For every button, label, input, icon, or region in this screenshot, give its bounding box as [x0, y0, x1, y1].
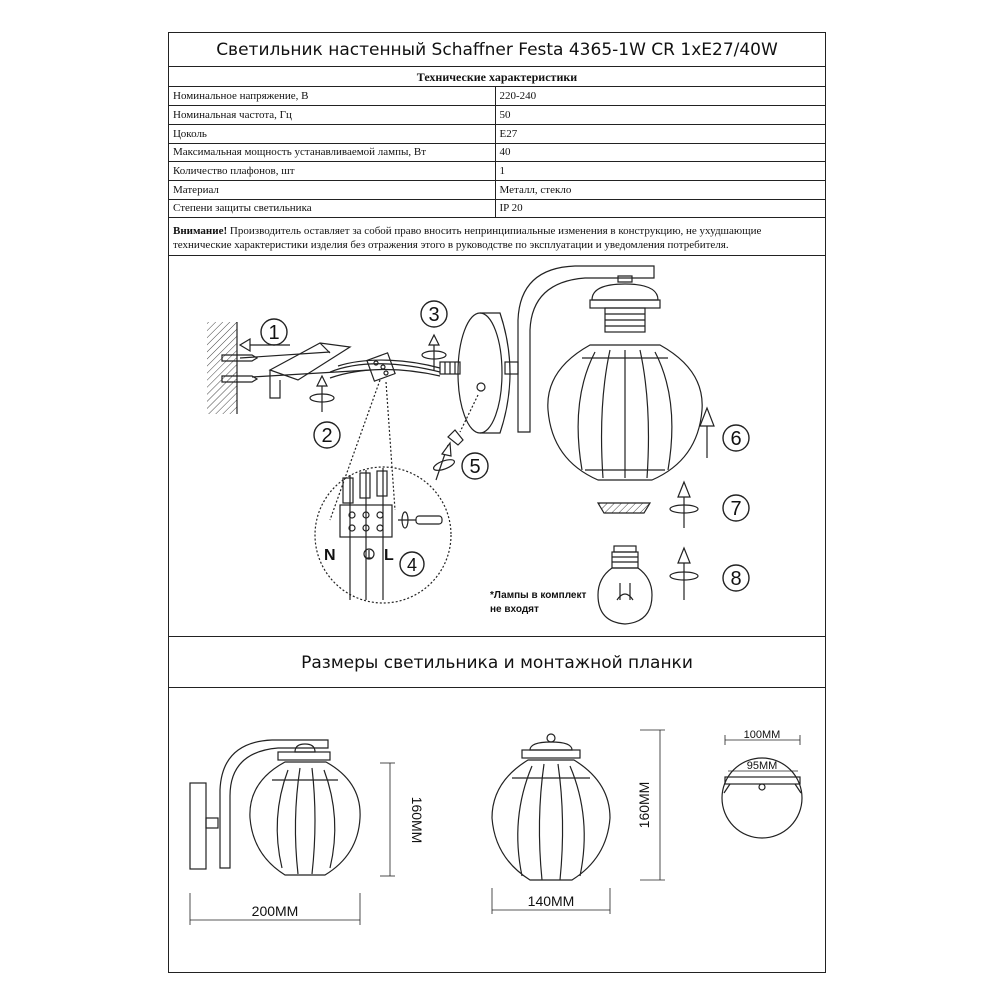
step-number: 2: [321, 425, 333, 447]
rotate-arrow-icon: [670, 482, 698, 528]
light-bulb-icon: [598, 546, 652, 624]
dimensions-heading: Размеры светильника и монтажной планки: [301, 653, 693, 673]
spec-value: 220-240: [495, 87, 825, 106]
spec-value: 50: [495, 106, 825, 125]
canopy-icon: [458, 313, 510, 433]
spec-value: 1: [495, 162, 825, 181]
spec-value: E27: [495, 124, 825, 143]
nut-icon: [440, 362, 460, 374]
step-number: 7: [730, 498, 742, 520]
lamp-holder-icon: [590, 276, 660, 332]
step-number: 8: [730, 568, 742, 590]
glass-shade-icon: [548, 345, 702, 480]
notice-prefix: Внимание!: [173, 225, 228, 237]
side-view-drawing: [190, 740, 395, 925]
step-number: 6: [730, 428, 742, 450]
mounting-plate-drawing: [722, 735, 802, 838]
notice-body: Производитель оставляет за собой право вносить непринципиальные изменения в конструкцию, не ухудшающие технические характеристики изделия без отражения этого в руководстве по эксплуатации и уведомления потребителя.: [173, 225, 762, 251]
spec-value: 40: [495, 143, 825, 162]
screw-icon: [448, 395, 478, 445]
assembly-diagram: [207, 266, 749, 624]
spec-label: Номинальная частота, Гц: [169, 106, 495, 125]
spec-label: Материал: [169, 180, 495, 199]
step-number: 1: [268, 322, 280, 344]
step-number: 4: [406, 555, 418, 575]
step-number: 3: [428, 304, 440, 326]
lamp-note: не входят: [490, 604, 539, 615]
terminal-detail: [340, 468, 392, 600]
document-title: Светильник настенный Schaffner Festa 4365-1W CR 1xE27/40W: [169, 33, 825, 67]
live-label: L: [384, 547, 394, 564]
mounting-plate-icon: [240, 343, 370, 398]
spec-value: Металл, стекло: [495, 180, 825, 199]
screwdriver-icon: [398, 512, 442, 528]
decorative-ring-icon: [598, 503, 650, 513]
dimension-side-height: 160MM: [409, 796, 425, 844]
step-number: 5: [469, 456, 481, 478]
spec-label: Номинальное напряжение, В: [169, 87, 495, 106]
arrow-up-icon: [700, 408, 714, 458]
dimension-front-width: 140MM: [527, 893, 575, 909]
terminal-block-icon: [367, 353, 395, 381]
lamp-note: *Лампы в комплект: [490, 590, 587, 601]
rotate-arrow-icon: [670, 548, 698, 600]
spec-label: Степени защиты светильника: [169, 199, 495, 218]
dimension-plate-inner: 95MM: [746, 760, 778, 772]
wall-icon: [207, 322, 237, 414]
neutral-label: N: [324, 547, 336, 564]
rotate-arrow-icon: [310, 376, 334, 412]
spec-heading: Технические характеристики: [169, 67, 825, 87]
dimension-plate-outer: 100MM: [743, 729, 781, 741]
dimension-side-width: 200MM: [251, 903, 299, 919]
rotate-arrow-icon: [432, 443, 455, 480]
spec-value: IP 20: [495, 199, 825, 218]
dimension-front-height: 160MM: [636, 781, 652, 829]
spec-label: Цоколь: [169, 124, 495, 143]
dimension-labels: [252, 729, 781, 919]
spec-label: Количество плафонов, шт: [169, 162, 495, 181]
spec-label: Максимальная мощность устанавливаемой лампы, Вт: [169, 143, 495, 162]
